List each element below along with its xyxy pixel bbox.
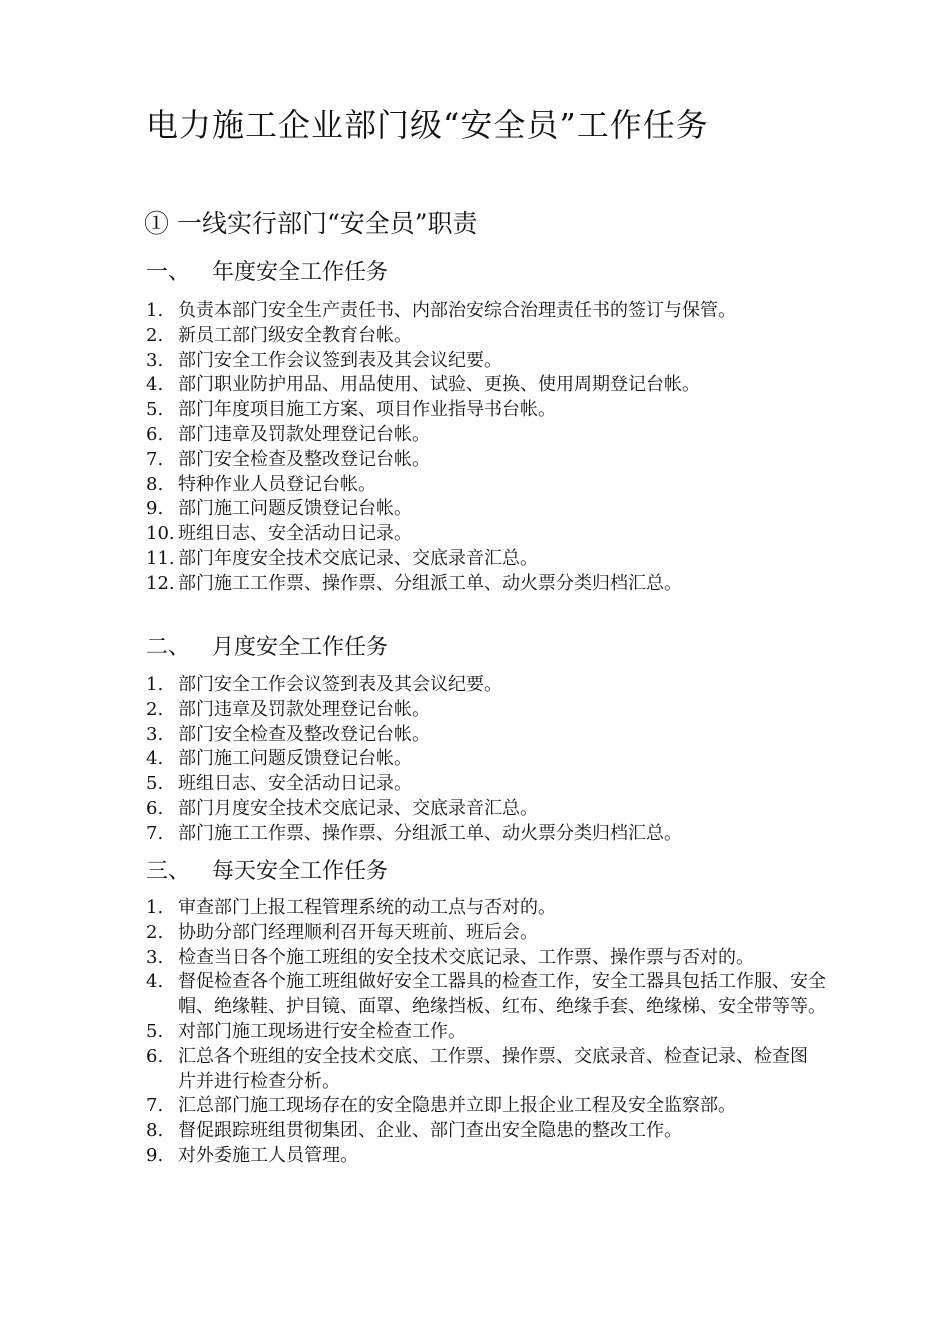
item-text: 特种作业人员登记台帐。 (178, 473, 376, 495)
list-item (146, 1045, 836, 1095)
item-number: 12. (146, 572, 175, 594)
list-item (146, 946, 836, 971)
item-text: 部门安全检查及整改登记台帐。 (178, 448, 430, 470)
list-item (146, 349, 836, 374)
item-text: 负责本部门安全生产责任书、内部治安综合治理责任书的签订与保管。 (178, 300, 736, 321)
item-number: 10. (146, 523, 175, 545)
item-text: 新员工部门级安全教育台帐。 (178, 324, 412, 346)
list-item (146, 921, 836, 946)
item-number: 3. (146, 349, 164, 371)
item-number: 3. (146, 946, 164, 968)
item-text: 部门安全工作会议签到表及其会议纪要。 (178, 349, 502, 371)
item-number: 7. (146, 822, 164, 844)
section-title: 年度安全工作任务 (212, 260, 389, 285)
list-item (146, 572, 836, 597)
list-item (146, 1020, 836, 1045)
item-text: 协助分部门经理顺利召开每天班前、班后会。 (178, 921, 538, 943)
list-item (146, 497, 836, 522)
list-item (146, 324, 836, 349)
item-number: 7. (146, 1095, 164, 1117)
item-text: 督促跟踪班组贯彻集团、企业、部门查出安全隐患的整改工作。 (178, 1120, 682, 1142)
item-number: 2. (146, 921, 164, 943)
item-number: 6. (146, 423, 164, 445)
list-item (146, 522, 836, 547)
item-number: 4. (146, 971, 164, 993)
list-item (146, 698, 836, 723)
section-title: 每天安全工作任务 (212, 859, 389, 884)
list-item (146, 473, 836, 498)
item-number: 8. (146, 473, 164, 495)
item-text: 对部门施工现场进行安全检查工作。 (178, 1020, 466, 1042)
list-item (146, 547, 836, 572)
list-item (146, 299, 836, 324)
item-text: 检查当日各个施工班组的安全技术交底记录、工作票、操作票与否对的。 (178, 946, 754, 968)
item-text: 班组日志、安全活动日记录。 (178, 523, 412, 545)
item-text: 部门施工问题反馈登记台帐。 (178, 498, 412, 520)
list-item (146, 398, 836, 423)
list-item (146, 797, 836, 822)
list-item (146, 673, 836, 698)
item-number: 1. (146, 897, 164, 918)
section-number: 一、 (146, 260, 191, 285)
item-number: 5. (146, 399, 164, 421)
item-text: 部门违章及罚款处理登记台帐。 (178, 423, 430, 445)
list-item (146, 896, 836, 921)
document-subtitle: ① 一线实行部门“安全员”职责 (144, 209, 478, 238)
item-number: 2. (146, 324, 164, 346)
list-item (146, 448, 836, 473)
item-number: 11. (146, 547, 175, 569)
section-heading-daily (146, 857, 388, 887)
list-item (146, 747, 836, 772)
section-number: 三、 (146, 859, 191, 884)
item-number: 2. (146, 698, 164, 720)
daily-task-list (146, 896, 836, 1169)
list-item (146, 373, 836, 398)
item-text: 部门年度项目施工方案、项目作业指导书台帐。 (178, 399, 556, 421)
item-number: 1. (146, 300, 164, 321)
item-text: 审查部门上报工程管理系统的动工点与否对的。 (178, 897, 556, 918)
monthly-task-list (146, 673, 836, 847)
item-text: 部门年度安全技术交底记录、交底录音汇总。 (178, 547, 538, 569)
item-number: 9. (146, 498, 164, 520)
list-item (146, 723, 836, 748)
item-text: 部门施工工作票、操作票、分组派工单、动火票分类归档汇总。 (178, 572, 682, 594)
item-text: 部门违章及罚款处理登记台帐。 (178, 698, 430, 720)
item-number: 4. (146, 748, 164, 770)
item-number: 3. (146, 723, 164, 745)
section-heading-monthly (146, 633, 388, 663)
item-number: 6. (146, 1045, 164, 1067)
section-heading-annual (146, 258, 388, 288)
item-number: 5. (146, 773, 164, 795)
item-text: 督促检查各个施工班组做好安全工器具的检查工作，安全工器具包括工作服、安全帽、绝缘鞋、护目镜、面罩、绝缘挡板、红布、绝缘手套、绝缘梯、安全带等等。 (178, 971, 826, 1018)
item-text: 部门安全检查及整改登记台帐。 (178, 723, 430, 745)
item-text: 部门安全工作会议签到表及其会议纪要。 (178, 674, 502, 695)
item-text: 部门施工工作票、操作票、分组派工单、动火票分类归档汇总。 (178, 822, 682, 844)
list-item (146, 1094, 836, 1119)
item-text: 部门职业防护用品、用品使用、试验、更换、使用周期登记台帐。 (178, 374, 700, 396)
item-number: 1. (146, 674, 164, 695)
item-text: 部门施工问题反馈登记台帐。 (178, 748, 412, 770)
item-number: 5. (146, 1020, 164, 1042)
section-number: 二、 (146, 635, 191, 660)
list-item (146, 970, 836, 1020)
item-number: 6. (146, 797, 164, 819)
item-text: 对外委施工人员管理。 (178, 1144, 358, 1166)
item-text: 部门月度安全技术交底记录、交底录音汇总。 (178, 797, 538, 819)
item-text: 汇总部门施工现场存在的安全隐患并立即上报企业工程及安全监察部。 (178, 1095, 736, 1117)
item-text: 汇总各个班组的安全技术交底、工作票、操作票、交底录音、检查记录、检查图片并进行检查分析。 (178, 1045, 808, 1092)
document-title: 电力施工企业部门级“安全员”工作任务 (146, 106, 709, 144)
item-number: 7. (146, 448, 164, 470)
section-title: 月度安全工作任务 (212, 635, 389, 660)
item-number: 9. (146, 1144, 164, 1166)
list-item (146, 1144, 836, 1169)
item-number: 4. (146, 374, 164, 396)
item-number: 8. (146, 1120, 164, 1142)
annual-task-list (146, 299, 836, 597)
list-item (146, 1119, 836, 1144)
list-item (146, 822, 836, 847)
list-item (146, 772, 836, 797)
list-item (146, 423, 836, 448)
item-text: 班组日志、安全活动日记录。 (178, 773, 412, 795)
